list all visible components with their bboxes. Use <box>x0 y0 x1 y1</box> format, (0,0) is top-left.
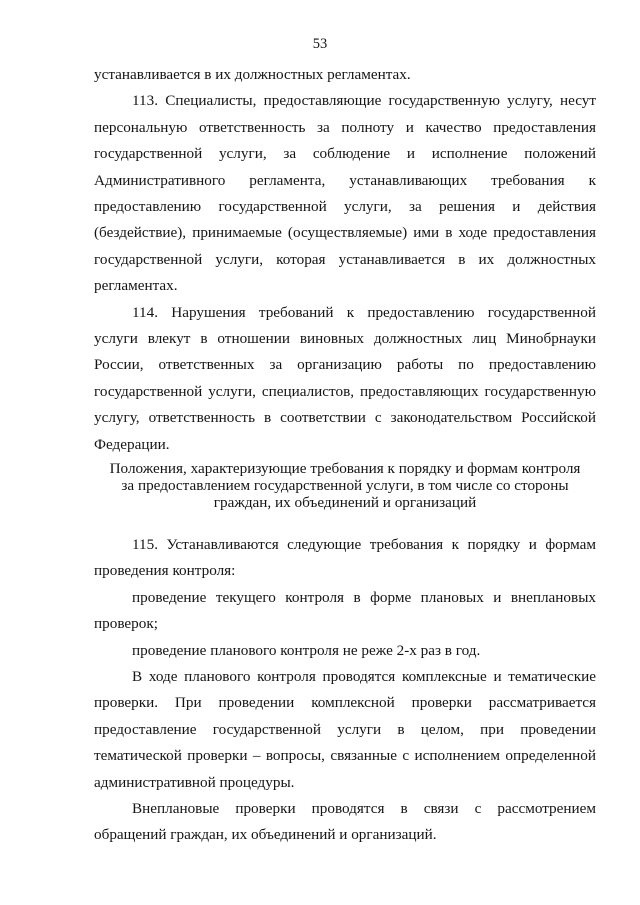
section-heading-line: за предоставлением государственной услуги, в том числе со стороны <box>121 477 569 494</box>
paragraph-115: 115. Устанавливаются следующие требования к порядку и формам проведения контроля: <box>94 536 596 580</box>
section-heading-line: Положения, характеризующие требования к порядку и формам контроля <box>109 460 581 477</box>
text-block-lower <box>94 532 596 849</box>
section-heading <box>94 460 596 511</box>
paragraph-planned-checks: В ходе планового контроля проводятся комплексные и тематические проверки. При проведении комплексной проверки рассматривается предоставление государственной услуги в целом, при проведении тематической проверки – вопросы, связанные с исполнением определенной административной процедуры. <box>94 668 596 791</box>
list-item-planned-control: проведение планового контроля не реже 2-х раз в год. <box>132 641 481 659</box>
paragraph-continuation: устанавливается в их должностных регламентах. <box>94 66 411 83</box>
paragraph-114: 114. Нарушения требований к предоставлению государственной услуги влекут в отношении виновных должностных лиц Минобрнауки России, ответственных за организацию работы по предоставлению государственной услуги, специалистов, предоставляющих государственную услугу, ответственность в соответствии с законодательством Российской Федерации. <box>94 303 596 453</box>
paragraph-113: 113. Специалисты, предоставляющие государственную услугу, несут персональную ответственность за полноту и качество предоставления государственной услуги, за соблюдение и исполнение положений Административного регламента, устанавливающих требования к предоставлению государственной услуги, за решения и действия (бездействие), принимаемые (осуществляемые) ими в ходе предоставления государственной услуги, которая устанавливается в их должностных регламентах. <box>94 92 596 295</box>
page-number: 53 <box>312 36 328 52</box>
paragraph-unplanned-checks: Внеплановые проверки проводятся в связи с рассмотрением обращений граждан, их объединений и организаций. <box>94 800 596 844</box>
list-item-current-control: проведение текущего контроля в форме плановых и внеплановых проверок; <box>94 588 596 633</box>
section-heading-line: граждан, их объединений и организаций <box>213 494 477 511</box>
text-block-upper <box>94 62 596 458</box>
